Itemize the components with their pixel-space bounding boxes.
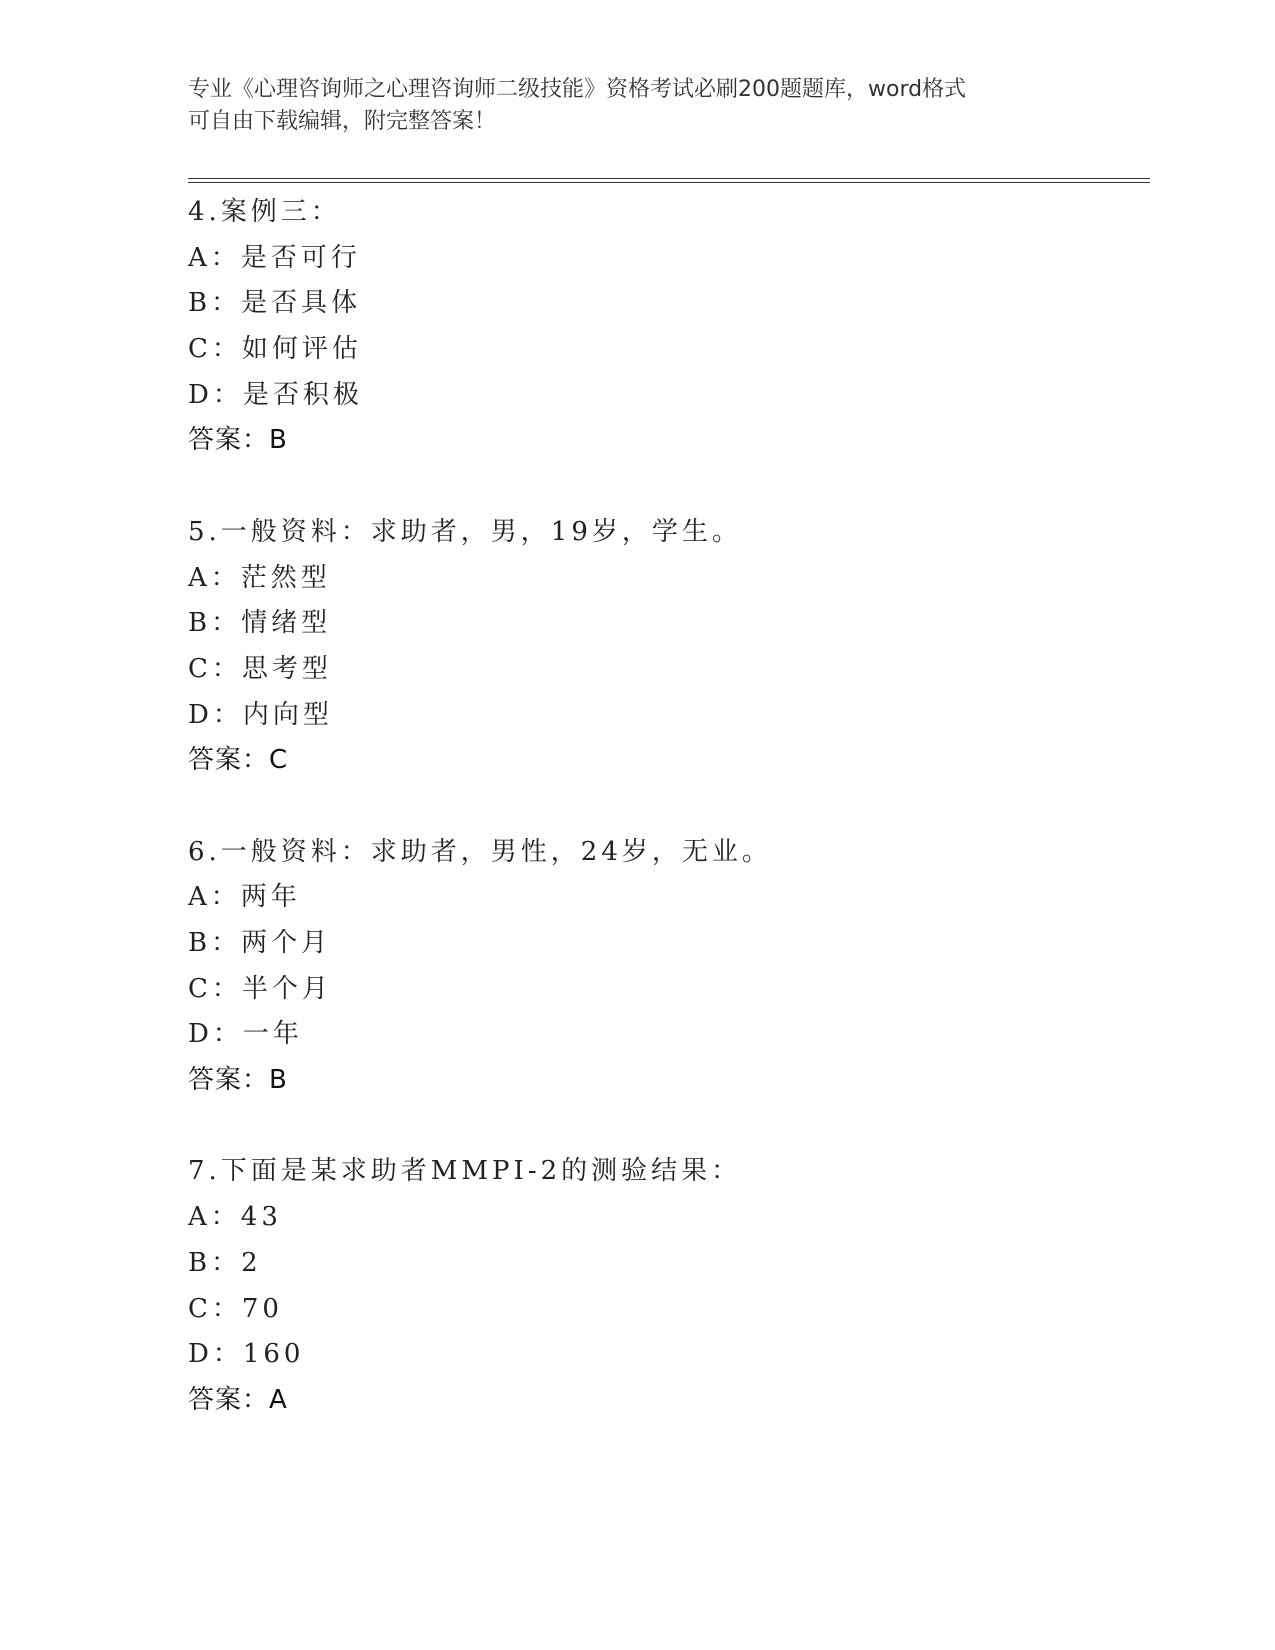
header-line-1: 专业《心理咨询师之心理咨询师二级技能》资格考试必刷200题题库，word格式 bbox=[188, 77, 967, 102]
header-divider-bottom bbox=[188, 182, 1150, 183]
option-c: C：如何评估 bbox=[188, 334, 362, 365]
header-line-2: 可自由下载编辑，附完整答案！ bbox=[188, 109, 497, 134]
option-c: C：思考型 bbox=[188, 653, 332, 684]
option-a: A：是否可行 bbox=[188, 242, 361, 273]
option-a: A：43 bbox=[188, 1202, 282, 1233]
option-d: D：是否积极 bbox=[188, 379, 363, 410]
header-divider-top bbox=[188, 178, 1150, 179]
spacer bbox=[188, 784, 1148, 830]
question-6 bbox=[188, 830, 1148, 1150]
question-stem: 7.下面是某求助者MMPI-2的测验结果： bbox=[188, 1156, 742, 1187]
option-d: D：一年 bbox=[188, 1019, 303, 1050]
answer-label: 答案：B bbox=[188, 1065, 288, 1096]
answer-label: 答案：C bbox=[188, 745, 289, 776]
option-b: B：情绪型 bbox=[188, 608, 332, 639]
question-5 bbox=[188, 510, 1148, 830]
spacer bbox=[188, 464, 1148, 510]
option-d: D：160 bbox=[188, 1339, 305, 1370]
option-d: D：内向型 bbox=[188, 699, 333, 730]
answer-label: 答案：B bbox=[188, 425, 288, 456]
option-b: B：是否具体 bbox=[188, 288, 362, 319]
option-c: C：半个月 bbox=[188, 973, 332, 1004]
document-header bbox=[188, 74, 1088, 138]
option-a: A：两年 bbox=[188, 882, 301, 913]
question-stem: 6.一般资料：求助者，男性，24岁，无业。 bbox=[188, 836, 772, 867]
option-c: C：70 bbox=[188, 1293, 283, 1324]
question-list bbox=[188, 190, 1148, 1424]
question-4 bbox=[188, 190, 1148, 510]
option-b: B：2 bbox=[188, 1247, 262, 1278]
option-b: B：两个月 bbox=[188, 928, 332, 958]
answer-label: 答案：A bbox=[188, 1384, 288, 1415]
spacer bbox=[188, 1104, 1148, 1150]
question-stem: 5.一般资料：求助者，男，19岁，学生。 bbox=[188, 516, 742, 547]
option-a: A：茫然型 bbox=[188, 562, 331, 593]
question-7 bbox=[188, 1149, 1148, 1423]
question-stem: 4.案例三： bbox=[188, 197, 341, 227]
